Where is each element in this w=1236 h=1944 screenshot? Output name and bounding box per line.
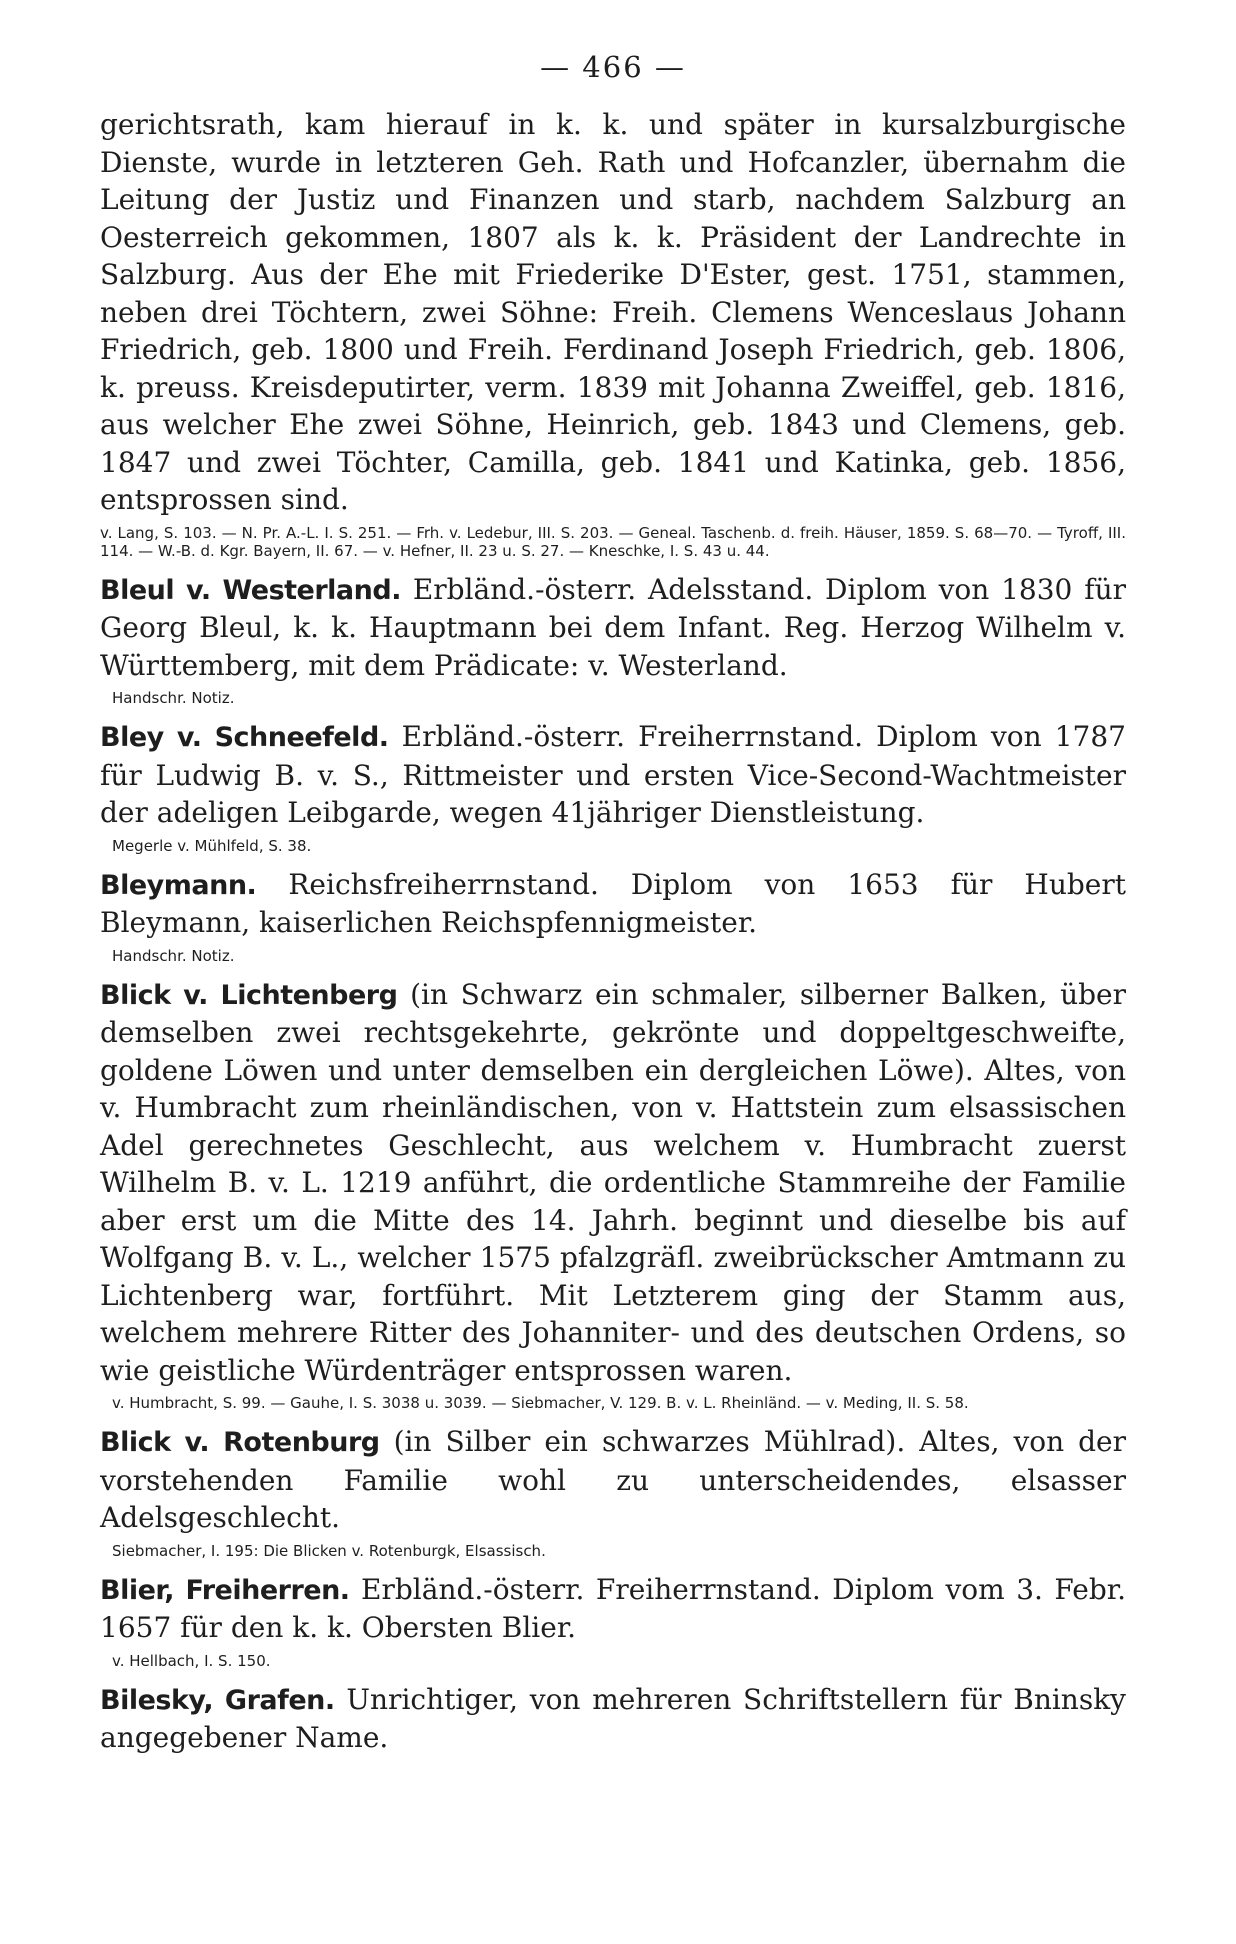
entry-body: Erbländ.-österr. Adelsstand. Diplom von 1830 für Georg Bleul, k. k. Hauptmann bei dem Infant. Reg. Herzog Wilhelm v. Württemberg, mit dem Prädicate: v. Westerland.: [100, 572, 1126, 682]
entry-body: Reichsfreiherrnstand. Diplom von 1653 für Hubert Bleymann, kaiserlichen Reichspfennigmeister.: [100, 867, 1126, 939]
entry-bley-v-schneefeld: [100, 718, 1126, 855]
entry-blier-freiherren: [100, 1571, 1126, 1670]
entry-text: [100, 866, 1126, 942]
entry-body: Erbländ.-österr. Freiherrnstand. Diplom von 1787 für Ludwig B. v. S., Rittmeister und ersten Vice-Second-Wachtmeister der adeligen Leibgarde, wegen 41jähriger Dienstleistung.: [100, 720, 1126, 829]
entry-source: v. Hellbach, I. S. 150.: [112, 1651, 271, 1670]
entry-heading: Blick v. Lichtenberg: [100, 979, 398, 1011]
entry-heading: Bley v. Schneefeld.: [100, 722, 389, 753]
entry-bleymann: [100, 866, 1126, 965]
entry-text: [100, 976, 1126, 1390]
entry-text: [100, 571, 1126, 685]
entry-blick-v-rotenburg: [100, 1423, 1126, 1560]
entry-source: v. Humbracht, S. 99. — Gauhe, I. S. 3038 u. 3039. — Siebmacher, V. 129. B. v. L. Rheinländ. — v. Meding, II. S. 58.: [112, 1394, 969, 1412]
entry-bilesky-grafen: [100, 1681, 1126, 1757]
entry-body: Erbländ.-österr. Freiherrnstand. Diplom vom 3. Febr. 1657 für den k. k. Obersten Blier.: [100, 1572, 1126, 1644]
entry-source: Handschr. Notiz.: [112, 689, 235, 707]
entry-text: [100, 1571, 1126, 1647]
entry-body: Unrichtiger, von mehreren Schriftstellern für Bninsky angegebener Name.: [100, 1682, 1126, 1754]
entry-body: (in Schwarz ein schmaler, silberner Balken, über demselben zwei rechtsgekehrte, gekrönte und doppeltgeschweifte, goldene Löwen und unter demselben ein dergleichen Löwe). Altes, von v. Humbracht zum rheinländischen, von v. Hattstein zum elsassischen Adel gerechnetes Geschlecht, aus welchem v. Humbracht zuerst Wilhelm B. v. L. 1219 anführt, die ordentliche Stammreihe der Familie aber erst um die Mitte des 14. Jahrh. beginnt und dieselbe bis auf Wolfgang B. v. L., welcher 1575 pfalzgräfl. zweibrückscher Amtmann zu Lichtenberg war, fortführt. Mit Letzterem ging der Stamm aus, welchem mehrere Ritter des Johanniter- und des deutschen Ordens, so wie geistliche Würdenträger entsprossen waren.: [100, 977, 1126, 1387]
entry-heading: Blick v. Rotenburg: [100, 1427, 380, 1458]
entry-source: Siebmacher, I. 195: Die Blicken v. Rotenburgk, Elsassisch.: [112, 1541, 546, 1560]
entry-source: v. Lang, S. 103. — N. Pr. A.-L. I. S. 251. — Frh. v. Ledebur, III. S. 203. — Geneal. Taschenb. d. freih. Häuser, 1859. S. 68—70. — Tyroff, III. 114. — W.-B. d. Kgr. Bayern, II. 67. — v. Hefner, II. 23 u. S. 27. — Kneschke, I. S. 43 u. 44.: [100, 523, 1126, 560]
entry-blick-v-lichtenberg: [100, 976, 1126, 1413]
entry-body: (in Silber ein schwarzes Mühlrad). Altes, von der vorstehenden Familie wohl zu unterscheidendes, elsasser Adelsgeschlecht.: [100, 1425, 1127, 1534]
entry-text: [100, 1423, 1126, 1537]
entry-heading: Bilesky, Grafen.: [100, 1684, 335, 1716]
entry-body: gerichtsrath, kam hierauf in k. k. und später in kursalzburgische Dienste, wurde in letzteren Geh. Rath und Hofcanzler, übernahm die Leitung der Justiz und Finanzen und starb, nachdem Salzburg an Oesterreich gekommen, 1807 als k. k. Präsident der Landrechte in Salzburg. Aus der Ehe mit Friederike D'Ester, gest. 1751, stammen, neben drei Töchtern, zwei Söhne: Freih. Clemens Wenceslaus Johann Friedrich, geb. 1800 und Freih. Ferdinand Joseph Friedrich, geb. 1806, k. preuss. Kreisdeputirter, verm. 1839 mit Johanna Zweiffel, geb. 1816, aus welcher Ehe zwei Söhne, Heinrich, geb. 1843 und Clemens, geb. 1847 und zwei Töchter, Camilla, geb. 1841 und Katinka, geb. 1856, entsprossen sind.: [100, 108, 1126, 516]
entry-heading: Bleymann.: [100, 869, 257, 901]
entry-heading: Blier, Freiherren.: [100, 1574, 350, 1606]
entry-source: Megerle v. Mühlfeld, S. 38.: [112, 836, 312, 855]
entry-text: [100, 1681, 1126, 1757]
page-number: — 466 —: [540, 50, 686, 84]
entry-source: Handschr. Notiz.: [112, 946, 235, 965]
entry-bleul-v-westerland: [100, 571, 1126, 708]
entry-continuation: [100, 106, 1126, 560]
entry-text: [100, 718, 1126, 832]
entry-heading: Bleul v. Westerland.: [100, 574, 401, 606]
entry-text: [100, 106, 1126, 519]
